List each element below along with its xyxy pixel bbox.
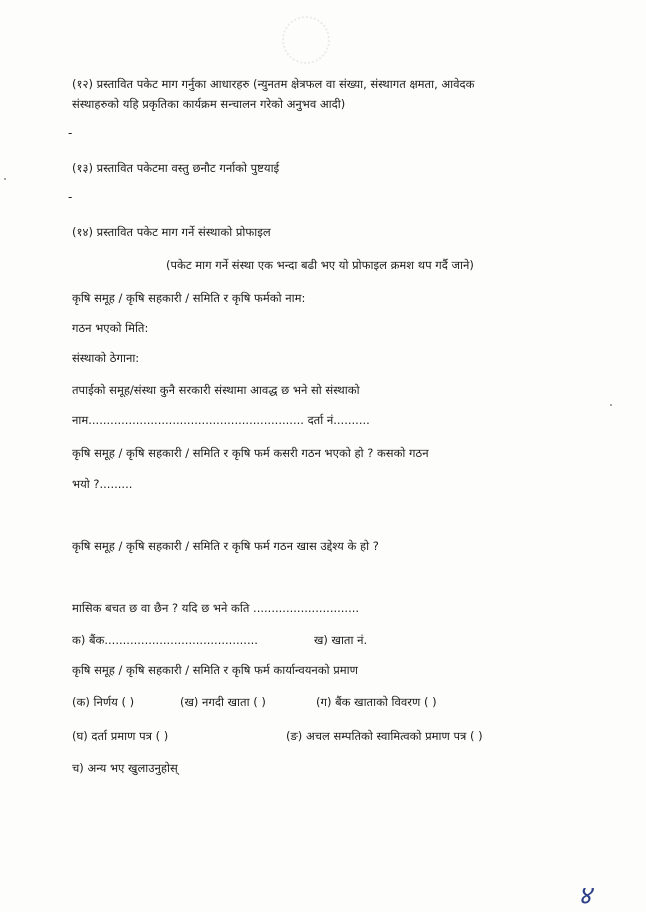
- establishment-date-label: गठन भएको मिति:: [72, 321, 149, 335]
- q14-note: (पकेट माग गर्ने संस्था एक भन्दा बढी भए यो प्रोफाइल क्रमश थप गर्दै जाने): [166, 258, 474, 272]
- scan-speck: [4, 178, 6, 180]
- q13-answer: -: [68, 190, 73, 204]
- formation-question: कृषि समूह / कृषि सहकारी / समिति र कृषि फर्म कसरी गठन भएको हो ? कसको गठन: [72, 446, 429, 460]
- name-registration-line: नाम........................................................... दर्ता नं..........: [72, 413, 370, 427]
- q12-text-line1: (१२) प्रस्तावित पकेट माग गर्नुका आधारहरु (न्युनतम क्षेत्रफल वा संख्या, संस्थागत क्षमता, आवेदक: [72, 77, 475, 91]
- proof-decision: (क) निर्णय ( ): [72, 695, 135, 709]
- affiliation-label: तपाईको समूह/संस्था कुनै सरकारी संस्थामा आवद्ध छ भने सो संस्थाको: [72, 383, 360, 397]
- org-address-label: संस्थाको ठेगाना:: [72, 351, 140, 365]
- scan-speck: [610, 404, 612, 406]
- handwritten-page-number: ४: [578, 881, 592, 911]
- formation-question-cont: भयो ?.........: [72, 477, 133, 491]
- proof-bank-statement: (ग) बैंक खाताको विवरण ( ): [316, 695, 437, 709]
- proof-title: कृषि समूह / कृषि सहकारी / समिति र कृषि फर्म कार्यान्वयनको प्रमाण: [72, 663, 358, 677]
- q14-title: (१४) प्रस्तावित पकेट माग गर्ने संस्थाको प्रोफाइल: [72, 225, 271, 239]
- q12-answer: -: [68, 126, 73, 140]
- savings-question: मासिक बचत छ वा छैन ? यदि छ भने कति .............................: [72, 601, 360, 615]
- account-number-field: ख) खाता नं.: [314, 633, 368, 647]
- proof-registration-certificate: (घ) दर्ता प्रमाण पत्र ( ): [72, 729, 169, 743]
- q13-title: (१३) प्रस्तावित पकेटमा वस्तु छनौट गर्नाको पुष्टयाई: [72, 161, 280, 175]
- proof-other: च) अन्य भए खुलाउनुहोस्: [72, 761, 178, 775]
- bank-field: क) बैंक..........................................: [72, 633, 258, 647]
- purpose-question: कृषि समूह / कृषि सहकारी / समिति र कृषि फर्म गठन खास उद्देश्य के हो ?: [72, 539, 379, 553]
- org-name-label: कृषि समूह / कृषि सहकारी / समिति र कृषि फर्मको नाम:: [72, 291, 306, 305]
- proof-cash-account: (ख) नगदी खाता ( ): [180, 695, 266, 709]
- proof-property-ownership: (ङ) अचल सम्पतिको स्वामित्वको प्रमाण पत्र ( ): [286, 729, 483, 743]
- faint-seal-watermark: [282, 16, 330, 64]
- q12-text-line2: संस्थाहरुको यहि प्रकृतिका कार्यक्रम सन्चालन गरेको अनुभव आदी): [72, 97, 346, 111]
